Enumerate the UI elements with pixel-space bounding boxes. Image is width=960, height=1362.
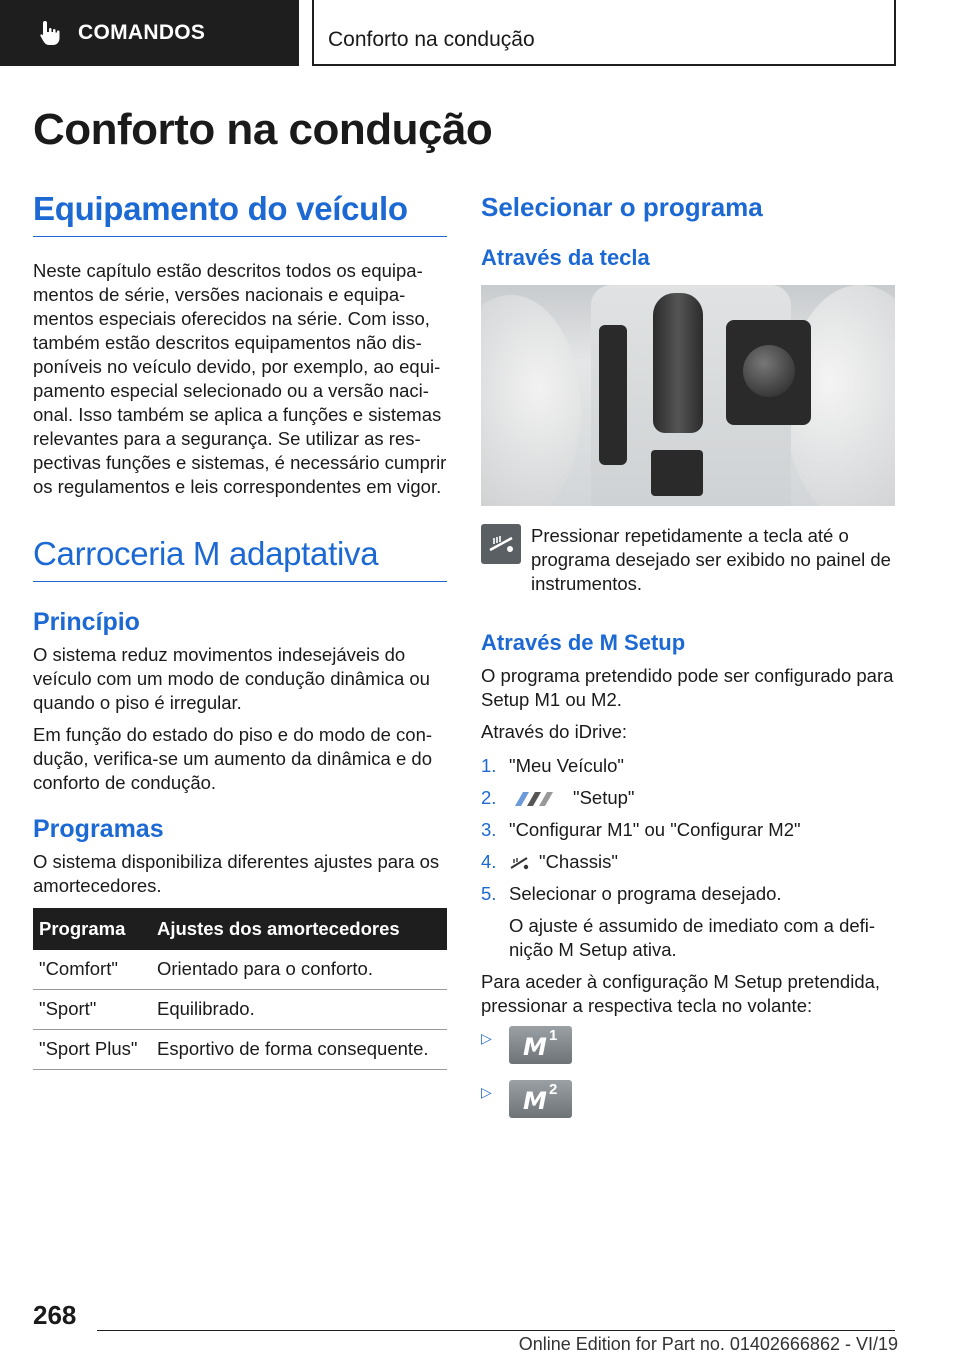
step-number: 5. xyxy=(481,883,497,904)
list-item xyxy=(481,818,895,842)
table-header: Ajustes dos amortecedores xyxy=(151,908,447,950)
page-title: Conforto na condução xyxy=(33,105,493,154)
step-text: "Meu Veículo" xyxy=(509,755,624,776)
via-msetup-heading: Através de M Setup xyxy=(481,630,686,655)
key-instruction xyxy=(481,524,895,596)
m2-key-icon: M 2 xyxy=(509,1080,572,1118)
m1-key-icon: M 1 xyxy=(509,1026,572,1064)
programs-paragraph: O sistema disponibiliza diferentes ajustes para os amortecedores. xyxy=(33,851,440,896)
table-row xyxy=(33,990,447,1030)
steering-wheel-paragraph: Para aceder à configuração M Setup pretendida, pressionar a respectiva tecla no volante: xyxy=(481,971,881,1016)
idrive-paragraph: Através do iDrive: xyxy=(481,721,627,742)
step-number: 3. xyxy=(481,819,497,840)
list-item xyxy=(481,754,895,778)
idrive-steps xyxy=(481,754,895,906)
list-item xyxy=(481,850,895,874)
right-column xyxy=(481,190,895,1118)
section-heading-adaptive: Carroceria M adaptativa xyxy=(33,535,447,582)
table-cell: Orientado para o conforto. xyxy=(151,950,447,990)
step-text: "Chassis" xyxy=(539,851,618,872)
principle-paragraph-1: O sistema reduz movimentos indesejáveis do veículo com um modo de condução dinâmica ou quando o piso é irregular. xyxy=(33,644,430,713)
list-item xyxy=(481,882,895,906)
chapter-label: Conforto na condução xyxy=(328,28,535,51)
table-cell: "Sport Plus" xyxy=(33,1030,151,1070)
chapter-header xyxy=(312,0,896,66)
step-text: "Setup" xyxy=(573,787,635,808)
list-item xyxy=(481,786,895,810)
table-cell: "Sport" xyxy=(33,990,151,1030)
list-item xyxy=(481,1026,895,1064)
programs-heading: Programas xyxy=(33,815,164,843)
section-label: COMANDOS xyxy=(78,21,206,44)
table-cell: "Comfort" xyxy=(33,950,151,990)
table-cell: Equilibrado. xyxy=(151,990,447,1030)
section-heading-equipment: Equipamento do veículo xyxy=(33,190,447,237)
table-header: Programa xyxy=(33,908,151,950)
programs-table xyxy=(33,908,447,1070)
step-text: "Configurar M1" ou "Configurar M2" xyxy=(509,819,801,840)
step-number: 4. xyxy=(481,851,497,872)
footer-text: Online Edition for Part no. 01402666862 - VI/19 xyxy=(518,1334,898,1354)
table-row xyxy=(33,950,447,990)
step-5-note: O ajuste é assumido de imediato com a definição M Setup ativa. xyxy=(509,915,876,960)
msetup-paragraph: O programa pretendido pode ser configurado para Setup M1 ou M2. xyxy=(481,665,894,710)
hand-pointer-icon xyxy=(38,19,64,47)
left-column xyxy=(33,190,447,1070)
via-key-heading: Através da tecla xyxy=(481,245,650,270)
table-row xyxy=(33,1030,447,1070)
page-number: 268 xyxy=(33,1300,77,1330)
center-console-photo xyxy=(481,285,895,506)
step-number: 2. xyxy=(481,787,497,808)
equipment-paragraph: Neste capítulo estão descritos todos os equipamentos de série, versões nacionais e equipamentos especiais oferecidos na série. Com isso, também estão descritos equipamentos não disponíveis no veículo devido, por exemplo, ao equipamento especial selecionado ou a versão nacional. Isso também se aplica a funções e sistemas relevantes para a segurança. Se utilizar as respectivas funções e sistemas, é necessário cumprir os regulamentos e leis correspondentes em vigor. xyxy=(33,260,447,497)
table-header-row xyxy=(33,908,447,950)
bullet-triangle-icon: ▷ xyxy=(481,1030,492,1046)
step-text: Selecionar o programa desejado. xyxy=(509,883,782,904)
step-number: 1. xyxy=(481,755,497,776)
principle-paragraph-2: Em função do estado do piso e do modo de condução, verifica-se um aumento da dinâmica e do conforto de condução. xyxy=(33,724,433,793)
chassis-icon xyxy=(509,854,531,872)
list-item xyxy=(481,1080,895,1118)
bullet-triangle-icon: ▷ xyxy=(481,1084,492,1100)
select-program-heading: Selecionar o programa xyxy=(481,192,763,222)
m-stripes-icon xyxy=(509,790,565,808)
suspension-key-icon xyxy=(481,524,521,564)
principle-heading: Princípio xyxy=(33,608,140,636)
footer-divider xyxy=(97,1330,895,1331)
table-cell: Esportivo de forma consequente. xyxy=(151,1030,447,1070)
key-instruction-text: Pressionar repetidamente a tecla até o programa desejado ser exibido no painel de instrumentos. xyxy=(531,525,891,594)
section-tab xyxy=(0,0,299,66)
